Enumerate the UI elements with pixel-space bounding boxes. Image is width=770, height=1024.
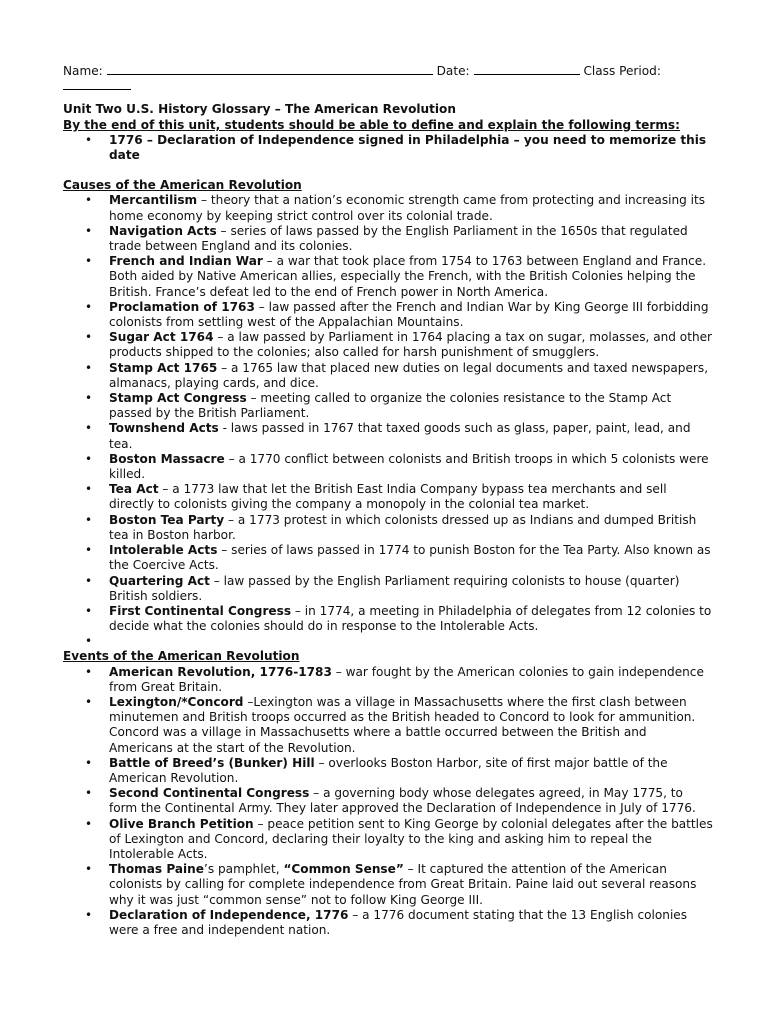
term: Boston Tea Party xyxy=(109,512,225,527)
bullet-icon: • xyxy=(85,573,93,588)
bullet-icon: • xyxy=(85,360,93,375)
list-item xyxy=(63,574,713,604)
class-period-blank-line xyxy=(63,79,713,94)
bullet-icon: • xyxy=(85,299,93,314)
list-item xyxy=(63,908,713,938)
memorize-list xyxy=(63,133,713,163)
bullet-icon: • xyxy=(85,391,93,406)
list-item xyxy=(63,361,713,391)
list-item xyxy=(63,193,713,223)
page-subtitle: By the end of this unit, students should be able to define and explain the following terms: xyxy=(63,117,680,132)
class-period-label: Class Period: xyxy=(583,64,661,78)
definition: – peace petition sent to King George by colonial delegates after the battles of Lexington and Concord, declaring their loyalty to the king and asking him to repeal the Intolerable Acts. xyxy=(109,816,713,861)
list-item xyxy=(63,786,713,816)
bullet-icon: • xyxy=(85,786,93,801)
term: Stamp Act Congress xyxy=(109,391,247,406)
definition: – series of laws passed by the English Parliament in the 1650s that regulated trade between England and its colonies. xyxy=(109,223,688,254)
definition: – a law passed by Parliament in 1764 placing a tax on sugar, molasses, and other products shipped to the colonies; also called for harsh punishment of smugglers. xyxy=(109,330,713,360)
definition: – in 1774, a meeting in Philadelphia of delegates from 12 colonies to decide what the colonies should do in response to the Intolerable Acts. xyxy=(109,603,712,634)
causes-heading: Causes of the American Revolution xyxy=(63,178,302,193)
page-title: Unit Two U.S. History Glossary – The American Revolution xyxy=(63,102,456,117)
bullet-icon: • xyxy=(85,664,93,679)
definition: – overlooks Boston Harbor, site of first major battle of the American Revolution. xyxy=(109,755,668,785)
bullet-icon: • xyxy=(85,816,93,831)
definition: – a 1765 law that placed new duties on legal documents and taxed newspapers, almanacs, playing cards, and dice. xyxy=(109,360,709,390)
list-item xyxy=(63,452,713,482)
term: French and Indian War xyxy=(109,254,263,269)
name-label: Name: xyxy=(63,64,103,78)
bullet-icon: • xyxy=(85,132,93,147)
term: Tea Act xyxy=(109,482,159,497)
memorize-item xyxy=(63,133,713,163)
bullet-icon: • xyxy=(85,193,93,208)
bullet-icon: • xyxy=(85,451,93,466)
list-item xyxy=(63,604,713,634)
bullet-icon: • xyxy=(85,482,93,497)
term: Stamp Act 1765 xyxy=(109,360,218,375)
term: American Revolution, 1776-1783 xyxy=(109,664,332,679)
definition: – law passed after the French and Indian War by King George III forbidding colonists from settling west of the Appalachian Mountains. xyxy=(109,299,709,330)
definition: – a 1773 protest in which colonists dressed up as Indians and dumped British tea in Boston harbor. xyxy=(109,512,697,542)
list-item xyxy=(63,300,713,330)
definition: – law passed by the English Parliament requiring colonists to house (quarter) British soldiers. xyxy=(109,573,680,603)
list-item xyxy=(63,543,713,573)
term: Boston Massacre xyxy=(109,451,225,466)
memorize-text: 1776 – Declaration of Independence signed in Philadelphia – you need to memorize this date xyxy=(109,132,707,163)
definition: – It captured the attention of the American colonists by calling for complete independence from Great Britain. Paine laid out several reasons why it was just “common sense” not to follow King George III. xyxy=(109,862,697,907)
bullet-icon: • xyxy=(85,755,93,770)
term: Navigation Acts xyxy=(109,223,217,238)
term: Battle of Breed’s (Bunker) Hill xyxy=(109,755,315,770)
list-item xyxy=(63,817,713,863)
bullet-icon: • xyxy=(85,512,93,527)
term: Proclamation of 1763 xyxy=(109,299,255,314)
events-heading: Events of the American Revolution xyxy=(63,649,300,664)
bullet-icon: • xyxy=(85,907,93,922)
term: “Common Sense” xyxy=(283,862,404,877)
list-item xyxy=(63,391,713,421)
class-period-blank[interactable] xyxy=(63,79,131,90)
events-list xyxy=(63,665,713,939)
definition: – series of laws passed in 1774 to punish Boston for the Tea Party. Also known as the Coercive Acts. xyxy=(109,543,711,573)
definition: – a 1770 conflict between colonists and British troops in which 5 colonists were killed. xyxy=(109,451,709,482)
list-item xyxy=(63,862,713,908)
list-item xyxy=(63,482,713,512)
term: Quartering Act xyxy=(109,573,210,588)
term: Townshend Acts xyxy=(109,421,219,436)
definition: –Lexington was a village in Massachusetts where the first clash between minutemen and British troops occurred as the British headed to Concord to look for ammunition. Concord was a village in Massachusetts where a battle occurred between the British and Americans at the start of the Revolution. xyxy=(109,694,696,755)
term: Declaration of Independence, 1776 xyxy=(109,907,349,922)
definition: - laws passed in 1767 that taxed goods such as glass, paper, paint, lead, and tea. xyxy=(109,421,691,451)
definition: – theory that a nation’s economic strength came from protecting and increasing its home economy by keeping strict control over its colonial trade. xyxy=(109,193,706,223)
glossary-page xyxy=(63,64,713,938)
list-item xyxy=(63,421,713,451)
definition: – a governing body whose delegates agreed, in May 1775, to form the Continental Army. They later approved the Declaration of Independence in July of 1776. xyxy=(109,786,696,816)
list-item xyxy=(63,330,713,360)
list-item xyxy=(63,224,713,254)
list-item xyxy=(63,695,713,756)
date-blank[interactable] xyxy=(474,64,580,75)
bullet-icon: • xyxy=(85,603,93,618)
definition: – war fought by the American colonies to gain independence from Great Britain. xyxy=(109,664,704,694)
bullet-icon: • xyxy=(85,862,93,877)
list-item xyxy=(63,665,713,695)
definition: – a 1776 document stating that the 13 English colonies were a free and independent nation. xyxy=(109,907,688,937)
date-label: Date: xyxy=(436,64,470,78)
bullet-icon: • xyxy=(85,543,93,558)
term: Lexington/*Concord xyxy=(109,694,244,709)
bullet-icon: • xyxy=(85,254,93,269)
bullet-icon: • xyxy=(85,330,93,345)
causes-list xyxy=(63,193,713,649)
list-item-empty xyxy=(63,634,713,649)
bullet-icon: • xyxy=(85,634,93,649)
definition: – a war that took place from 1754 to 1763 between England and France. Both aided by Native American allies, especially the French, with the British Colonies helping the British. France’s defeat led to the end of French power in North America. xyxy=(109,254,707,299)
definition: ’s pamphlet, xyxy=(204,862,284,877)
list-item xyxy=(63,513,713,543)
definition: – a 1773 law that let the British East India Company bypass tea merchants and sell directly to colonists giving the company a monopoly in the colonial tea market. xyxy=(109,482,667,512)
term: Intolerable Acts xyxy=(109,543,218,558)
term: Sugar Act 1764 xyxy=(109,330,214,345)
term: Second Continental Congress xyxy=(109,786,310,801)
term: Thomas Paine xyxy=(109,862,204,877)
definition: – meeting called to organize the colonies resistance to the Stamp Act passed by the British Parliament. xyxy=(109,391,672,421)
term: Olive Branch Petition xyxy=(109,816,254,831)
bullet-icon: • xyxy=(85,694,93,709)
bullet-icon: • xyxy=(85,421,93,436)
list-item xyxy=(63,254,713,300)
bullet-icon: • xyxy=(85,223,93,238)
term: Mercantilism xyxy=(109,193,198,208)
student-info-line xyxy=(63,64,713,79)
list-item xyxy=(63,756,713,786)
term: First Continental Congress xyxy=(109,603,292,618)
name-blank[interactable] xyxy=(107,64,433,75)
